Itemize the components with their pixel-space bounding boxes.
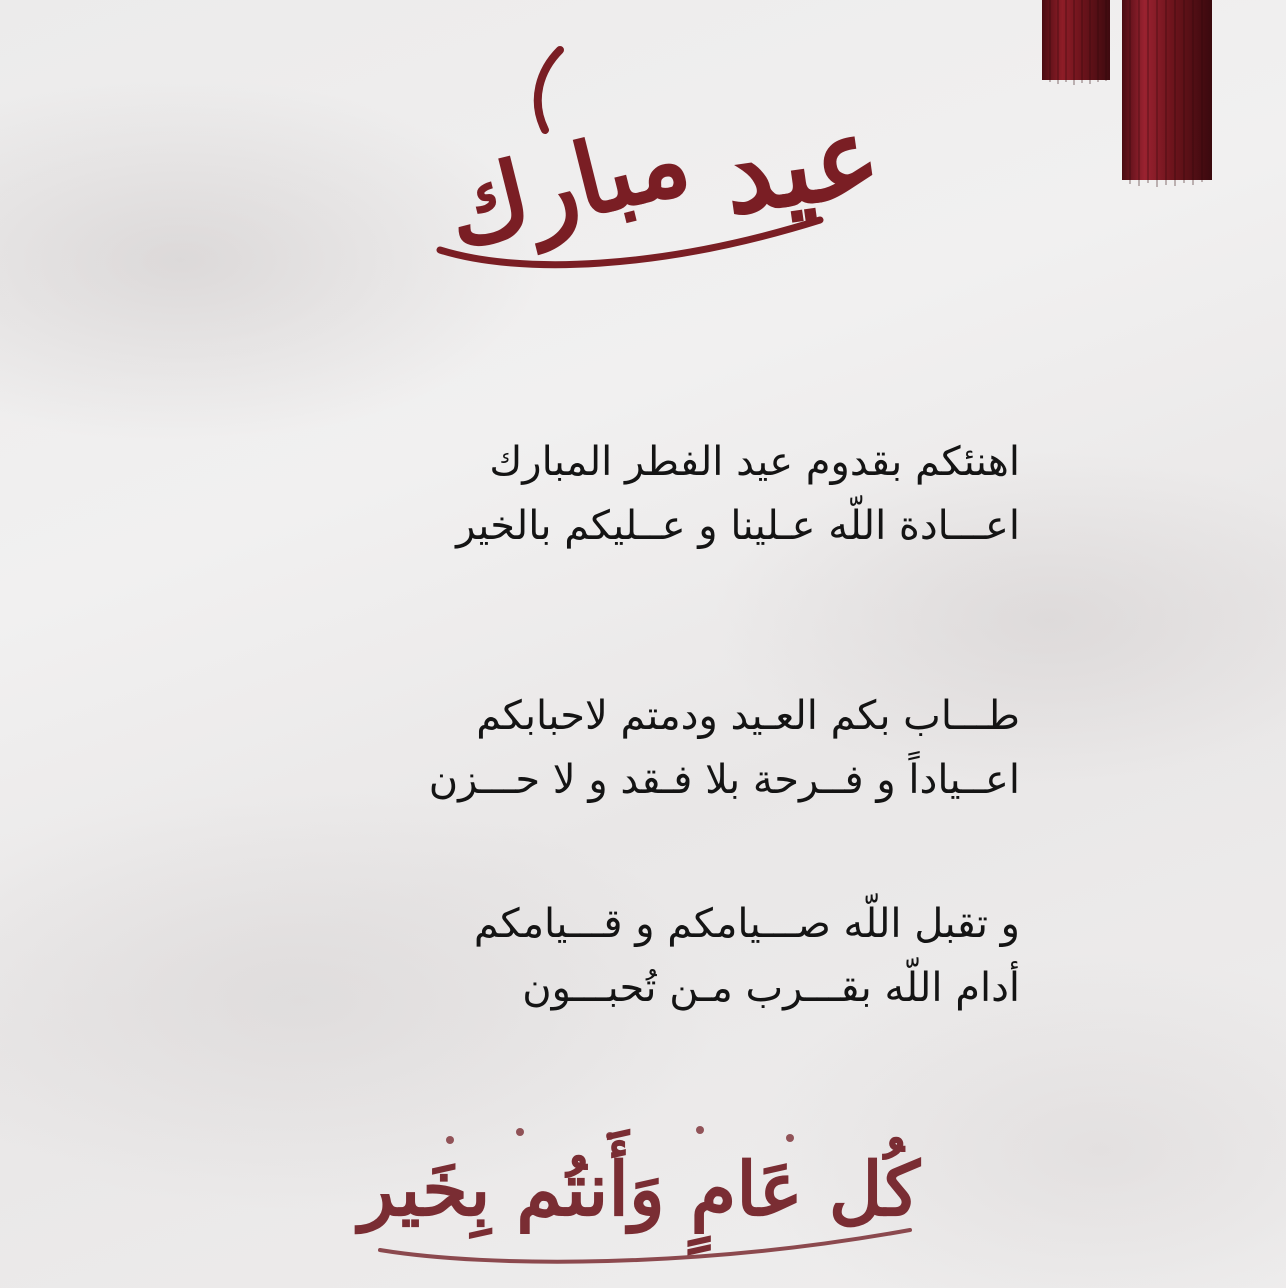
title-word-eid: عيد: [715, 89, 889, 240]
message-line: طـــاب بكم العـيد ودمتم لاحبابكم: [476, 693, 1020, 739]
message-line: أدام اللّه بقـــرب مـن تُحبـــون: [522, 965, 1020, 1011]
message-line: و تقبل اللّه صـــيامكم و قـــيامكم: [473, 901, 1020, 947]
message-block-3: [240, 892, 1040, 1020]
message-block-2: [240, 684, 1040, 812]
message-line: اعـــادة اللّه عـلينا و عــليكم بالخير: [456, 503, 1020, 549]
message-line: اهنئكم بقدوم عيد الفطر المبارك: [489, 439, 1020, 485]
eid-mubarak-calligraphy: [400, 40, 900, 310]
kul-am-calligraphy: كُل عَامٍ وَأَنتُم بِخَير: [358, 1147, 920, 1233]
message-block-1: [240, 430, 1040, 558]
title-word-mubarak: مبارك: [434, 98, 701, 272]
tassel-large-decoration: [1118, 0, 1216, 188]
tassel-small-decoration: [1038, 0, 1114, 86]
message-line: اعــياداً و فــرحة بلا فـقد و لا حـــزن: [428, 757, 1020, 803]
